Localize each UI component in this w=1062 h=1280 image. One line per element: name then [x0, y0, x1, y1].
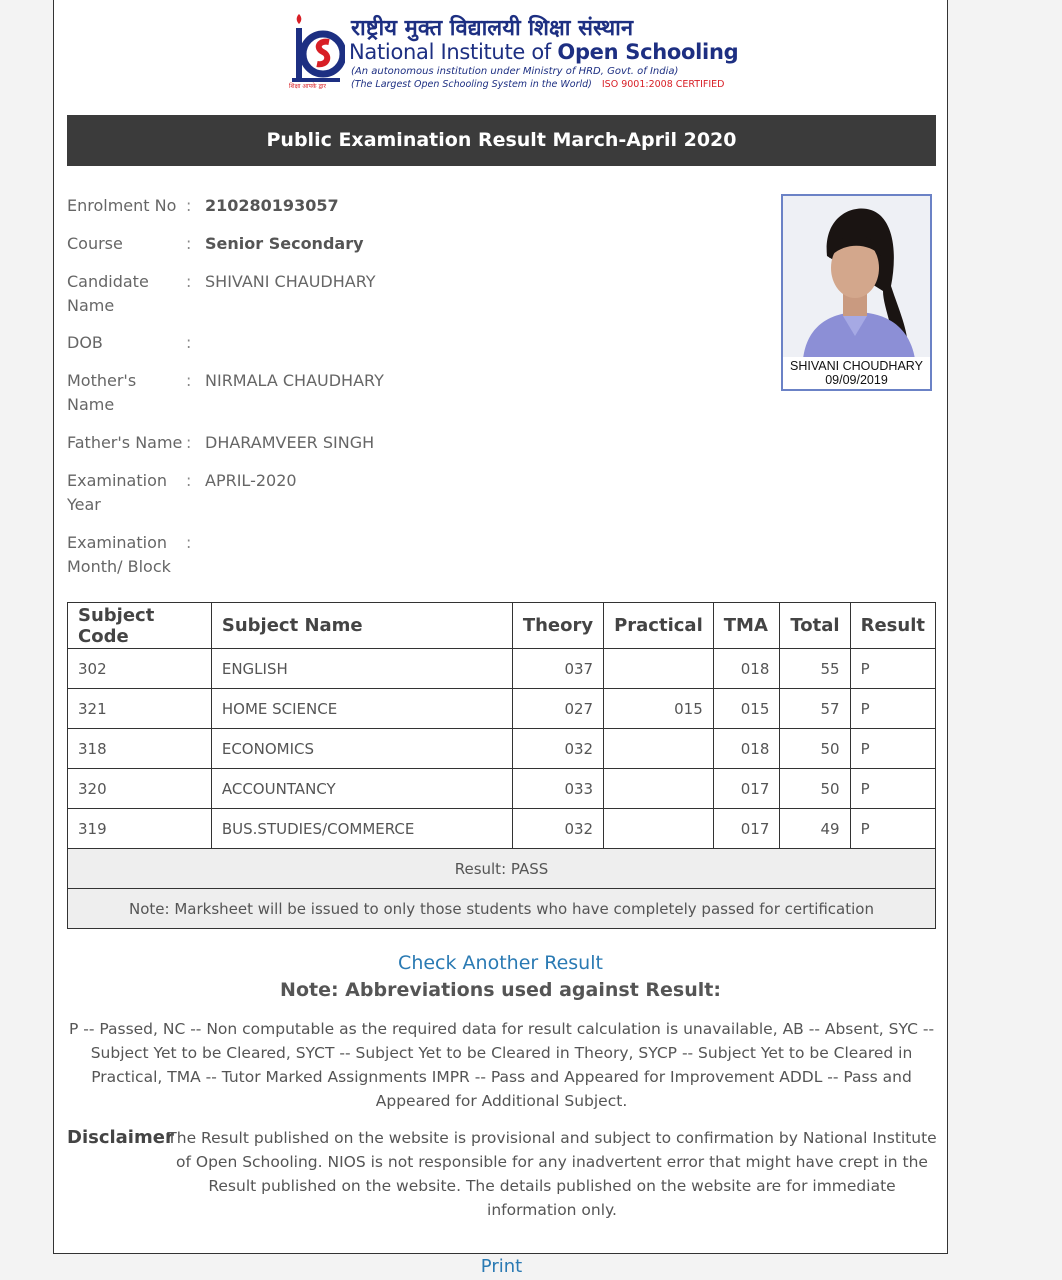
col-practical: Practical — [604, 603, 714, 649]
logo-subtitle-2: (The Largest Open Schooling System in the World) ISO 9001:2008 CERTIFIED — [351, 79, 725, 90]
page-title: Public Examination Result March-April 2020 — [67, 115, 936, 166]
results-table — [67, 602, 936, 929]
table-row: 321 HOME SCIENCE 027 015 015 57 P — [68, 689, 936, 729]
note-row — [68, 889, 936, 929]
col-theory: Theory — [512, 603, 603, 649]
disclaimer-text: The Result published on the website is provisional and subject to confirmation by National Institute of Open Schooling. NIOS is not responsible for any inadvertent error that might have crept in the Result published on the website. The details published on the website are for immediate information only. — [167, 1129, 937, 1219]
result-summary-row — [68, 849, 936, 889]
iso-certification: ISO 9001:2008 CERTIFIED — [601, 79, 725, 90]
candidate-portrait-icon — [783, 196, 930, 359]
logo-english-title: National Institute of Open Schooling — [349, 40, 739, 64]
candidate-name-value: SHIVANI CHAUDHARY — [205, 272, 376, 291]
print-link[interactable]: Print — [480, 1256, 523, 1277]
result-sheet: शिक्षा आपके द्वार राष्ट्रीय मुक्त विद्यालयी शिक्षा संस्थान National Institute of Open Schooling (An autonomous institution under Ministry of HRD, Govt. of India) (The Largest Open Schooling System in the World) ISO 9001:2008 CERTIFIED Public Examination Result March-April 2020 Enrolment No : 210280193057 Course : Senior Secondary Candidate Name : SHIVANI CHAUDHARY DOB : Mother's Name : NIRMALA CHAUDHARY Father's Name : DHARAMVEER SINGH Examination Year : APRIL-2020 Examination Month/ Block : SHIVANI CHOUDHARY 09/09/2019 Subject Code Subject Name Theory Practical TMA Total Result 302 ENGLISH 037 018 55 P 321 HOME SCIENCE 027 015 015 57 P 318 ECONOMICS 032 018 50 P 320 ACCOUNTANCY 033 017 50 P 319 BUS.STUDIES/COMMERCE 032 017 49 P Result: PASS Note: Marksheet will be issued to only those students who have completely passed for certification Check Another Result Note: Abbreviations used against Result: P -- Passed, NC -- Non computable as the required data for result calculation is unavailable, AB -- Absent, SYC -- Subject Yet to be Cleared, SYCT -- Subject Yet to be Cleared in Theory, SYCP -- Subject Yet to be Cleared in Practical, TMA -- Tutor Marked Assignments IMPR -- Pass and Appeared for Improvement ADDL -- Pass and Appeared for Additional Subject. Disclaimer The Result published on the website is provisional and subject to confirmation by National Institute of Open Schooling. NIOS is not responsible for any inadvertent error that might have crept in the Result published on the website. The details published on the website are for immediate information only. — [53, 0, 948, 1254]
col-result: Result — [850, 603, 935, 649]
table-row: 320 ACCOUNTANCY 033 017 50 P — [68, 769, 936, 809]
table-row: 302 ENGLISH 037 018 55 P — [68, 649, 936, 689]
enrolment-value: 210280193057 — [205, 196, 339, 215]
col-total: Total — [780, 603, 850, 649]
abbreviations-text: P -- Passed, NC -- Non computable as the required data for result calculation is unavailable, AB -- Absent, SYC -- Subject Yet to be Cleared, SYCT -- Subject Yet to be Cleared in Theory, SYCP -- Subject Yet to be Cleared in Practical, TMA -- Tutor Marked Assignments IMPR -- Pass and Appeared for Improvement ADDL -- Pass and Appeared for Additional Subject. — [68, 1020, 935, 1110]
logo-subtitle-1: (An autonomous institution under Ministry of HRD, Govt. of India) — [351, 66, 679, 77]
mother-name-value: NIRMALA CHAUDHARY — [205, 371, 384, 390]
course-value: Senior Secondary — [205, 234, 364, 253]
marksheet-note: Note: Marksheet will be issued to only those students who have completely passed for certification — [68, 889, 936, 929]
photo-caption: SHIVANI CHOUDHARY 09/09/2019 — [783, 357, 930, 389]
col-subject-name: Subject Name — [211, 603, 512, 649]
logo-tagline: शिक्षा आपके द्वार — [289, 83, 326, 90]
table-header-row — [68, 603, 936, 649]
exam-year-value: APRIL-2020 — [205, 471, 297, 490]
nios-emblem-icon — [289, 12, 345, 88]
check-another-result-link[interactable]: Check Another Result — [398, 952, 603, 974]
logo-hindi-title: राष्ट्रीय मुक्त विद्यालयी शिक्षा संस्थान — [351, 16, 634, 41]
candidate-photo — [781, 194, 932, 391]
table-row: 319 BUS.STUDIES/COMMERCE 032 017 49 P — [68, 809, 936, 849]
father-name-value: DHARAMVEER SINGH — [205, 433, 375, 452]
result-summary: Result: PASS — [68, 849, 936, 889]
abbreviations-heading: Note: Abbreviations used against Result: — [280, 979, 721, 1001]
col-tma: TMA — [713, 603, 780, 649]
col-subject-code: Subject Code — [68, 603, 212, 649]
nios-logo — [289, 12, 739, 92]
disclaimer-label: Disclaimer — [67, 1127, 174, 1148]
table-row: 318 ECONOMICS 032 018 50 P — [68, 729, 936, 769]
